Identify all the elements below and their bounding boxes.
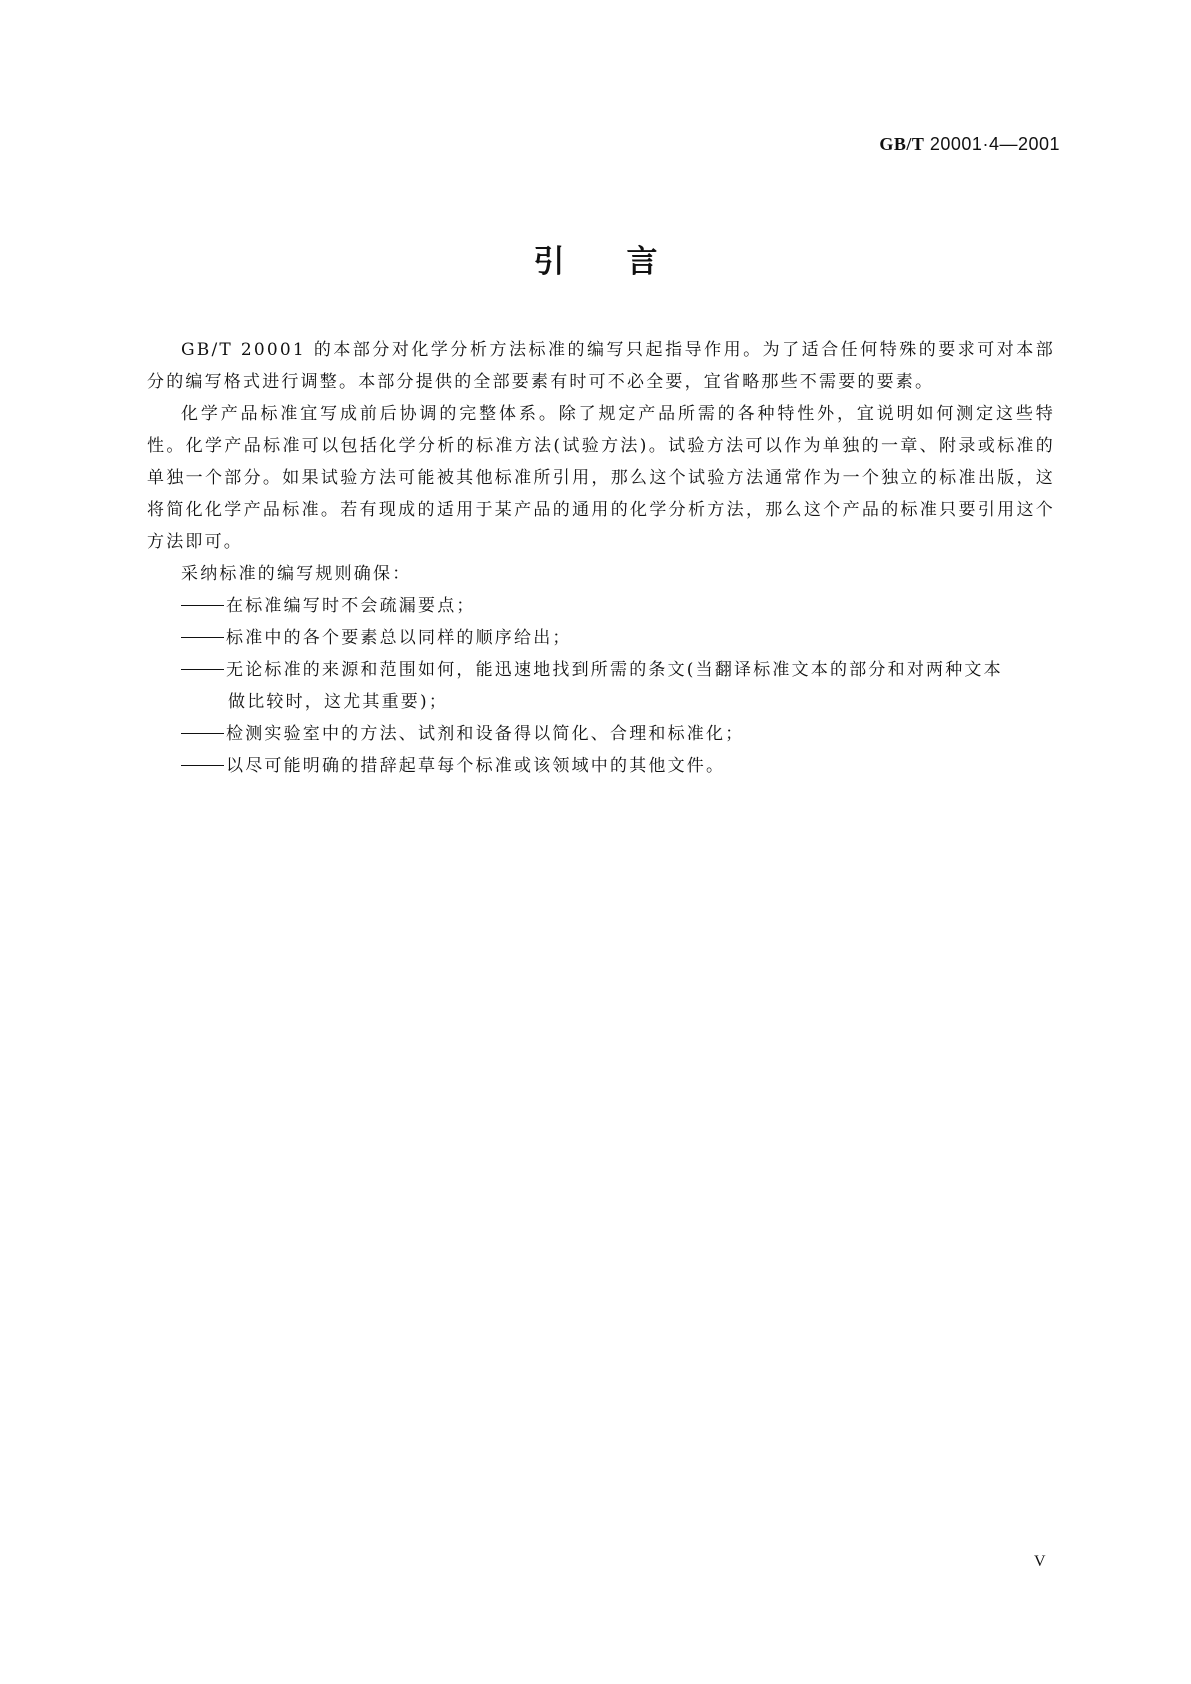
list-item-text: 在标准编写时不会疏漏要点； [226,596,476,616]
standard-code-prefix: GB/T [879,134,925,154]
dash-marker [181,669,224,670]
standard-code [879,134,1060,155]
dash-marker [181,605,224,606]
requirements-list [147,590,1055,782]
list-item [147,654,1055,718]
dash-marker [181,765,224,766]
page-title: 引言 [533,244,720,280]
dash-marker [181,637,224,638]
list-item-text: 无论标准的来源和范围如何，能迅速地找到所需的条文(当翻译标准文本的部分和对两种文本 [226,660,1003,680]
list-item-continuation: 做比较时，这尤其重要)； [228,692,449,712]
dash-marker [181,733,224,734]
paragraph-3: 采纳标准的编写规则确保： [181,564,412,584]
list-item [147,622,1055,654]
standard-code-number: 20001·4—2001 [924,134,1060,154]
document-body [147,334,1055,782]
page-number: V [1034,1553,1046,1570]
list-item [147,750,1055,782]
list-item [147,590,1055,622]
list-item-text: 检测实验室中的方法、试剂和设备得以简化、合理和标准化； [226,724,745,744]
list-item [147,718,1055,750]
list-item-text: 以尽可能明确的措辞起草每个标准或该领域中的其他文件。 [226,756,726,776]
list-item-text: 标准中的各个要素总以同样的顺序给出； [226,628,572,648]
paragraph-2: 化学产品标准宜写成前后协调的完整体系。除了规定产品所需的各种特性外，宜说明如何测定这些特性。化学产品标准可以包括化学分析的标准方法(试验方法)。试验方法可以作为单独的一章、附录或标准的单独一个部分。如果试验方法可能被其他标准所引用，那么这个试验方法通常作为一个独立的标准出版，这将简化化学产品标准。若有现成的适用于某产品的通用的化学分析方法，那么这个产品的标准只要引用这个方法即可。 [147,404,1055,552]
paragraph-1: GB/T 20001 的本部分对化学分析方法标准的编写只起指导作用。为了适合任何特殊的要求可对本部分的编写格式进行调整。本部分提供的全部要素有时可不必全要，宜省略那些不需要的要素。 [147,340,1055,392]
